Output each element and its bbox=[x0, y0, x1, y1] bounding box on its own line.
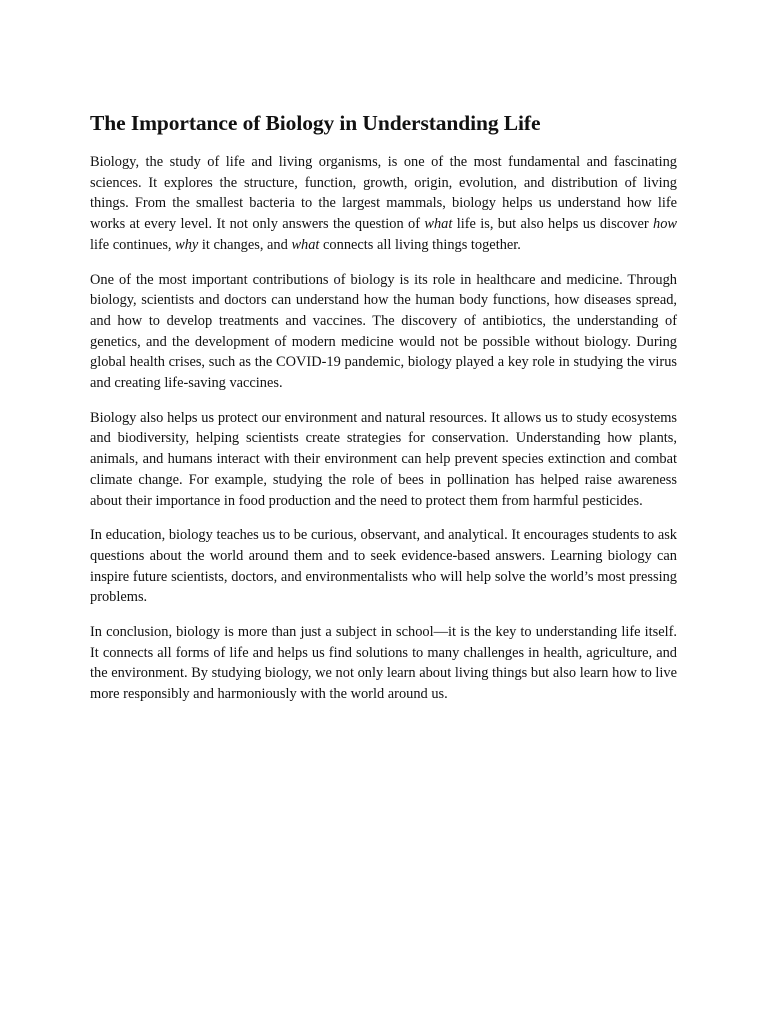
emphasis-text: how bbox=[653, 216, 677, 233]
paragraph-text: Biology, the study of life and living organisms, is one of the most fundamental and fascinating sciences. It explores the structure, function, growth, origin, evolution, and distribution of living things. From the smallest bacteria to the largest mammals, biology helps us understand how life works at every level. It not only answers the question of bbox=[90, 154, 677, 233]
body-paragraph bbox=[90, 622, 677, 705]
paragraph-text: Biology also helps us protect our environment and natural resources. It allows us to study ecosystems and biodiversity, helping scientists create strategies for conservation. Understanding how plants, animals, and humans interact with their environment can help prevent species extinction and combat climate change. For example, studying the role of bees in pollination has helped raise awareness about their importance in food production and the need to protect them from harmful pesticides. bbox=[90, 409, 677, 509]
paragraph-text: One of the most important contributions of biology is its role in healthcare and medicine. Through biology, scientists and doctors can understand how the human body functions, how diseases spread, and how to develop treatments and vaccines. The discovery of antibiotics, the understanding of genetics, and the development of modern medicine would not be possible without biology. During global health crises, such as the COVID-19 pandemic, biology played a key role in studying the virus and creating life-saving vaccines. bbox=[90, 271, 677, 392]
emphasis-text: what bbox=[424, 216, 453, 233]
paragraph-text: life is, but also helps us discover bbox=[452, 216, 653, 233]
body-paragraph bbox=[90, 270, 677, 394]
emphasis-text: why bbox=[175, 236, 199, 253]
paragraph-text: it changes, and bbox=[198, 236, 292, 253]
emphasis-text: what bbox=[291, 236, 320, 253]
document-body bbox=[90, 152, 677, 705]
paragraph-text: In education, biology teaches us to be curious, observant, and analytical. It encourages students to ask questions about the world around them and to seek evidence-based answers. Learning biology can inspire future scientists, doctors, and environmentalists who will help solve the world’s most pressing problems. bbox=[90, 527, 677, 606]
paragraph-text: life continues, bbox=[90, 236, 176, 253]
document-title: The Importance of Biology in Understanding Life bbox=[90, 111, 541, 135]
document-page bbox=[90, 108, 677, 719]
body-paragraph bbox=[90, 408, 677, 512]
body-paragraph bbox=[90, 525, 677, 608]
paragraph-text: connects all living things together. bbox=[319, 236, 521, 253]
body-paragraph bbox=[90, 152, 677, 256]
paragraph-text: In conclusion, biology is more than just a subject in school—it is the key to understanding life itself. It connects all forms of life and helps us find solutions to many challenges in health, agriculture, and the environment. By studying biology, we not only learn about living things but also learn how to live more responsibly and harmoniously with the world around us. bbox=[90, 624, 677, 703]
